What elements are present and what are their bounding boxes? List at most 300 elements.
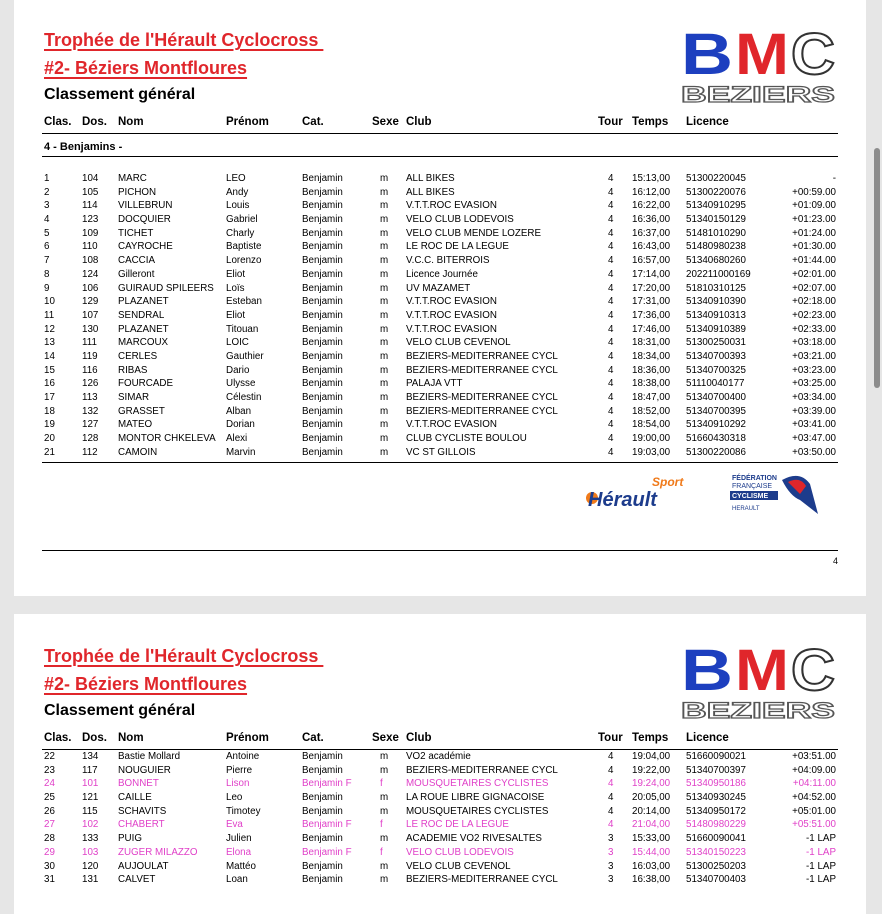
bmc-beziers-logo: [679, 640, 839, 720]
cell-club: VELO CLUB CEVENOL: [406, 860, 511, 872]
cell-rank: 26: [44, 805, 55, 817]
cell-rank: 20: [44, 433, 55, 445]
cell-laps: 4: [608, 405, 614, 417]
cell-last-name: CAMOIN: [118, 446, 158, 458]
cell-bib-number: 116: [82, 364, 98, 376]
cell-club: BEZIERS-MEDITERRANEE CYCL: [406, 405, 558, 417]
cell-last-name: CALVET: [118, 874, 156, 886]
cell-gap: -1 LAP: [806, 846, 836, 858]
cell-time: 19:22,00: [632, 764, 671, 776]
cell-club: VELO CLUB MENDE LOZERE: [406, 227, 542, 239]
cell-rank: 24: [44, 778, 55, 790]
cell-rank: 31: [44, 874, 55, 886]
cell-licence: 51340150223: [686, 846, 746, 858]
category-rule: [42, 156, 838, 157]
cell-first-name: Louis: [226, 200, 250, 212]
cell-first-name: Titouan: [226, 323, 259, 335]
cell-first-name: Célestin: [226, 392, 262, 403]
cell-gap: +03:18.00: [792, 337, 836, 349]
cell-licence: 51300250203: [686, 860, 746, 872]
cell-last-name: ZUGER MILAZZO: [118, 846, 198, 858]
table-row: [42, 777, 838, 791]
cell-gap: +02:07.00: [792, 282, 836, 294]
cell-rank: 1: [44, 173, 50, 184]
cell-first-name: Elona: [226, 846, 252, 858]
cell-club: VO2 académie: [406, 751, 471, 762]
results-table: [42, 172, 838, 459]
cell-rank: 28: [44, 833, 55, 845]
cell-club: VC ST GILLOIS: [406, 446, 476, 458]
cell-gap: +02:18.00: [792, 296, 836, 308]
cell-last-name: PUIG: [118, 833, 142, 845]
table-row: [42, 309, 838, 323]
cell-licence: 51340910292: [686, 419, 746, 431]
cell-licence: 51660090041: [686, 833, 746, 845]
cell-sex: m: [380, 337, 389, 349]
cell-sex: m: [380, 364, 389, 376]
cell-category: Benjamin: [302, 792, 343, 804]
cell-first-name: Dorian: [226, 419, 255, 431]
svg-text:B: B: [681, 640, 733, 703]
cell-gap: +00:59.00: [792, 186, 836, 198]
cell-sex: m: [380, 282, 389, 294]
cell-club: BEZIERS-MEDITERRANEE CYCL: [406, 364, 558, 376]
cell-sex: m: [380, 792, 389, 804]
table-row: [42, 405, 838, 419]
cell-bib-number: 126: [82, 378, 99, 390]
cell-time: 19:00,00: [632, 433, 671, 445]
cell-category: Benjamin: [302, 337, 343, 349]
ffc-line-3: CYCLISME: [732, 493, 769, 500]
cell-club: CLUB CYCLISTE BOULOU: [406, 433, 527, 445]
cell-category: Benjamin: [302, 186, 343, 198]
cell-rank: 30: [44, 860, 55, 872]
cell-time: 15:13,00: [632, 173, 671, 184]
cell-bib-number: 134: [82, 751, 99, 762]
cell-sex: m: [380, 214, 389, 226]
cell-bib-number: 104: [82, 173, 99, 184]
cell-bib-number: 102: [82, 819, 99, 831]
cell-laps: 4: [608, 350, 614, 362]
cell-sex: m: [380, 433, 389, 445]
table-row: [42, 295, 838, 309]
cell-first-name: LEO: [226, 173, 246, 184]
table-row: [42, 750, 838, 764]
ranking-subtitle: Classement général: [44, 86, 196, 103]
table-row: [42, 323, 838, 337]
table-row: [42, 199, 838, 213]
cell-last-name: SENDRAL: [118, 309, 165, 321]
cell-laps: 4: [608, 751, 614, 762]
result-page-2: [14, 614, 866, 914]
table-row: [42, 213, 838, 227]
cell-bib-number: 117: [82, 764, 98, 776]
cell-last-name: TICHET: [118, 227, 154, 239]
cell-gap: -: [832, 173, 836, 184]
cell-gap: +02:23.00: [792, 309, 836, 321]
table-row: [42, 764, 838, 778]
cell-category: Benjamin: [302, 446, 343, 458]
cell-category: Benjamin F: [302, 819, 352, 831]
cell-bib-number: 111: [82, 337, 97, 349]
table-row: [42, 446, 838, 460]
cell-category: Benjamin: [302, 268, 343, 280]
col-prenom: Prénom: [226, 732, 269, 744]
table-row: [42, 350, 838, 364]
cell-bib-number: 108: [82, 255, 99, 267]
svg-text:B: B: [681, 24, 733, 87]
cell-bib-number: 127: [82, 419, 99, 431]
cell-club: V.T.T.ROC EVASION: [406, 309, 497, 321]
cell-bib-number: 112: [82, 446, 98, 458]
cell-first-name: Lison: [226, 778, 250, 790]
cell-licence: 51340700400: [686, 392, 746, 403]
cell-club: V.T.T.ROC EVASION: [406, 200, 497, 212]
cell-bib-number: 120: [82, 860, 99, 872]
cell-gap: +03:41.00: [792, 419, 836, 431]
cell-category: Benjamin F: [302, 778, 352, 790]
ffc-line-2: FRANÇAISE: [732, 483, 773, 490]
col-tour: Tour: [598, 732, 623, 744]
cell-first-name: Loan: [226, 874, 248, 886]
col-rank: Clas.: [44, 116, 72, 128]
cell-category: Benjamin: [302, 833, 343, 845]
page-number: 4: [832, 556, 838, 566]
cell-gap: +03:51.00: [792, 751, 836, 762]
cell-last-name: RIBAS: [118, 364, 148, 376]
cell-laps: 4: [608, 323, 614, 335]
cell-licence: 51340910295: [686, 200, 746, 212]
cell-sex: m: [380, 186, 389, 198]
table-header: [42, 116, 838, 132]
col-nom: Nom: [118, 116, 144, 128]
cell-laps: 4: [608, 296, 614, 308]
cell-rank: 15: [44, 364, 55, 376]
cell-laps: 4: [608, 433, 614, 445]
cell-first-name: Charly: [226, 227, 255, 239]
col-nom: Nom: [118, 732, 144, 744]
cell-last-name: PLAZANET: [118, 296, 169, 308]
cell-laps: 4: [608, 378, 614, 390]
cell-bib-number: 130: [82, 323, 99, 335]
col-sexe: Sexe: [372, 732, 399, 744]
col-rank: Clas.: [44, 732, 72, 744]
table-row: [42, 364, 838, 378]
cell-laps: 4: [608, 227, 614, 239]
cell-laps: 4: [608, 173, 614, 184]
cell-club: VELO CLUB CEVENOL: [406, 337, 511, 349]
cell-licence: 51480980229: [686, 819, 746, 831]
cell-laps: 3: [608, 833, 614, 845]
cell-category: Benjamin: [302, 405, 343, 417]
cell-time: 18:47,00: [632, 392, 671, 403]
cell-last-name: NOUGUIER: [118, 764, 171, 776]
cell-time: 15:44,00: [632, 846, 671, 858]
col-sexe: Sexe: [372, 116, 399, 128]
cell-sex: m: [380, 296, 389, 308]
cell-laps: 4: [608, 282, 614, 294]
cell-laps: 4: [608, 419, 614, 431]
cell-last-name: GUIRAUD SPILEERS: [118, 282, 214, 294]
table-row: [42, 377, 838, 391]
cell-bib-number: 109: [82, 227, 99, 239]
cell-first-name: Eliot: [226, 309, 246, 321]
cell-rank: 16: [44, 378, 55, 390]
table-row: [42, 818, 838, 832]
cell-laps: 4: [608, 792, 614, 804]
cell-last-name: PICHON: [118, 186, 157, 198]
cell-gap: +03:23.00: [792, 364, 836, 376]
cell-time: 16:03,00: [632, 860, 671, 872]
cell-gap: -1 LAP: [806, 860, 836, 872]
cell-gap: +03:47.00: [792, 433, 836, 445]
cell-bib-number: 128: [82, 433, 99, 445]
cell-last-name: BONNET: [118, 778, 159, 790]
cell-licence: 51340950172: [686, 805, 746, 817]
cell-licence: 202211000169: [686, 268, 751, 280]
cell-rank: 22: [44, 751, 55, 762]
cell-gap: +01:23.00: [792, 214, 836, 226]
cell-licence: 51300220086: [686, 446, 746, 458]
cell-club: UV MAZAMET: [406, 282, 471, 294]
cell-club: BEZIERS-MEDITERRANEE CYCL: [406, 350, 558, 362]
cell-time: 18:52,00: [632, 405, 671, 417]
cell-category: Benjamin: [302, 309, 343, 321]
cell-first-name: Antoine: [226, 751, 260, 762]
cell-licence: 51660090021: [686, 751, 746, 762]
cell-club: PALAJA VTT: [406, 378, 463, 390]
cell-club: LE ROC DE LA LEGUE: [406, 241, 509, 253]
cell-category: Benjamin: [302, 323, 343, 335]
cell-gap: +05:01.00: [792, 805, 836, 817]
sponsor-herault-text: Hérault: [588, 489, 657, 511]
cell-laps: 4: [608, 337, 614, 349]
cell-first-name: Julien: [226, 833, 252, 845]
cell-laps: 3: [608, 874, 614, 886]
cell-time: 16:36,00: [632, 214, 671, 226]
cell-time: 17:31,00: [632, 296, 671, 308]
cell-rank: 14: [44, 350, 55, 362]
cell-sex: f: [380, 778, 383, 790]
cell-rank: 12: [44, 323, 55, 335]
cell-rank: 10: [44, 296, 55, 308]
cell-first-name: Esteban: [226, 296, 262, 308]
cell-bib-number: 106: [82, 282, 99, 294]
cell-time: 18:31,00: [632, 337, 671, 349]
cell-time: 19:04,00: [632, 751, 671, 762]
cell-laps: 4: [608, 241, 614, 253]
cell-rank: 5: [44, 227, 50, 239]
cell-licence: 51481010290: [686, 227, 746, 239]
cell-last-name: DOCQUIER: [118, 214, 171, 226]
cell-last-name: GRASSET: [118, 405, 165, 417]
cell-rank: 2: [44, 186, 50, 198]
table-row: [42, 227, 838, 241]
cell-laps: 4: [608, 255, 614, 267]
cell-bib-number: 101: [82, 778, 99, 790]
ffc-herault-logo: [730, 470, 820, 520]
cell-category: Benjamin F: [302, 846, 352, 858]
cell-gap: -1 LAP: [806, 874, 836, 886]
cell-laps: 4: [608, 778, 614, 790]
cell-licence: 51340700403: [686, 874, 746, 886]
cell-gap: +01:30.00: [792, 241, 836, 253]
ffc-line-4: HERAULT: [732, 506, 760, 512]
cell-licence: 51340150129: [686, 214, 746, 226]
cell-first-name: Pierre: [226, 764, 253, 776]
cell-club: BEZIERS-MEDITERRANEE CYCL: [406, 764, 558, 776]
cell-bib-number: 103: [82, 846, 99, 858]
cell-sex: m: [380, 268, 389, 280]
cell-sex: m: [380, 805, 389, 817]
cell-licence: 51340680260: [686, 255, 746, 267]
cell-last-name: SCHAVITS: [118, 805, 167, 817]
cell-sex: m: [380, 833, 389, 845]
cell-last-name: MARCOUX: [118, 337, 169, 349]
cell-category: Benjamin: [302, 282, 343, 294]
col-dos: Dos.: [82, 732, 107, 744]
cell-licence: 51340700397: [686, 764, 746, 776]
col-cat: Cat.: [302, 116, 324, 128]
cell-licence: 51340700395: [686, 405, 746, 417]
cell-rank: 6: [44, 241, 50, 253]
col-tour: Tour: [598, 116, 623, 128]
cell-club: BEZIERS-MEDITERRANEE CYCL: [406, 874, 558, 886]
cell-gap: +03:50.00: [792, 446, 836, 458]
cell-licence: 51340930245: [686, 792, 746, 804]
cell-bib-number: 124: [82, 268, 99, 280]
cell-category: Benjamin: [302, 805, 343, 817]
cell-rank: 27: [44, 819, 55, 831]
col-prenom: Prénom: [226, 116, 269, 128]
event-title: Trophée de l'Hérault Cyclocross: [44, 30, 324, 50]
table-row: [42, 832, 838, 846]
cell-bib-number: 121: [82, 792, 99, 804]
cell-time: 16:43,00: [632, 241, 671, 253]
cell-sex: f: [380, 819, 383, 831]
cell-time: 17:20,00: [632, 282, 671, 294]
cell-first-name: Marvin: [226, 446, 256, 458]
col-cat: Cat.: [302, 732, 324, 744]
cell-first-name: Leo: [226, 792, 243, 804]
cell-category: Benjamin: [302, 350, 343, 362]
table-row: [42, 873, 838, 887]
table-row: [42, 186, 838, 200]
cell-category: Benjamin: [302, 173, 343, 184]
table-header: [42, 732, 838, 748]
col-licence: Licence: [686, 732, 729, 744]
cell-gap: +01:44.00: [792, 255, 836, 267]
bmc-beziers-logo: [679, 24, 839, 104]
table-row: [42, 846, 838, 860]
cell-time: 18:36,00: [632, 364, 671, 376]
cell-gap: +03:39.00: [792, 405, 836, 417]
cell-rank: 19: [44, 419, 55, 431]
cell-gap: +04:11.00: [792, 778, 836, 790]
table-row: [42, 805, 838, 819]
cell-first-name: Alexi: [226, 433, 248, 445]
cell-category: Benjamin: [302, 255, 343, 267]
cell-sex: m: [380, 860, 389, 872]
cell-bib-number: 132: [82, 405, 99, 417]
cell-category: Benjamin: [302, 392, 343, 403]
cell-club: VELO CLUB LODEVOIS: [406, 214, 514, 226]
cell-time: 19:24,00: [632, 778, 671, 790]
cell-sex: m: [380, 378, 389, 390]
cell-gap: +03:21.00: [792, 350, 836, 362]
cell-last-name: MATEO: [118, 419, 153, 431]
cell-rank: 23: [44, 764, 55, 776]
cell-licence: 51300220045: [686, 173, 746, 184]
cell-bib-number: 129: [82, 296, 99, 308]
footer-rule: [42, 550, 838, 551]
cell-gap: +03:25.00: [792, 378, 836, 390]
cell-club: V.T.T.ROC EVASION: [406, 323, 497, 335]
cell-club: BEZIERS-MEDITERRANEE CYCL: [406, 392, 558, 403]
col-club: Club: [406, 732, 432, 744]
cell-category: Benjamin: [302, 874, 343, 886]
cell-sex: m: [380, 255, 389, 267]
cell-first-name: Mattéo: [226, 860, 256, 872]
cell-sex: m: [380, 350, 389, 362]
cell-club: V.T.T.ROC EVASION: [406, 419, 497, 431]
cell-laps: 4: [608, 268, 614, 280]
cell-licence: 51340950186: [686, 778, 746, 790]
cell-sex: f: [380, 846, 383, 858]
col-temps: Temps: [632, 116, 669, 128]
cell-category: Benjamin: [302, 378, 343, 390]
cell-rank: 18: [44, 405, 55, 417]
cell-club: V.C.C. BITERROIS: [406, 255, 490, 267]
cell-category: Benjamin: [302, 214, 343, 226]
cell-laps: 4: [608, 214, 614, 226]
table-row: [42, 418, 838, 432]
table-row: [42, 860, 838, 874]
cell-last-name: AUJOULAT: [118, 860, 169, 872]
vertical-scrollbar[interactable]: [874, 148, 880, 388]
cell-last-name: CACCIA: [118, 255, 156, 267]
cell-time: 18:38,00: [632, 378, 671, 390]
table-row: [42, 336, 838, 350]
cell-licence: 51300220076: [686, 186, 746, 198]
table-row: [42, 282, 838, 296]
cell-licence: 51340700325: [686, 364, 746, 376]
cell-laps: 4: [608, 764, 614, 776]
cell-first-name: Eliot: [226, 268, 246, 280]
sponsor-sport-text: Sport: [652, 475, 684, 489]
cell-last-name: Bastie Mollard: [118, 751, 181, 762]
cell-last-name: Gilleront: [118, 268, 155, 280]
ranking-subtitle: Classement général: [44, 702, 196, 719]
cell-bib-number: 107: [82, 309, 99, 321]
cell-last-name: MONTOR CHKELEVA: [118, 433, 216, 445]
cell-sex: m: [380, 200, 389, 212]
svg-text:C: C: [791, 24, 835, 87]
cell-category: Benjamin: [302, 241, 343, 253]
cell-category: Benjamin: [302, 364, 343, 376]
event-title: Trophée de l'Hérault Cyclocross: [44, 646, 324, 666]
col-licence: Licence: [686, 116, 729, 128]
cell-sex: m: [380, 419, 389, 431]
cell-time: 17:14,00: [632, 268, 671, 280]
cell-sex: m: [380, 751, 389, 762]
cell-rank: 29: [44, 846, 55, 858]
cell-licence: 51340910390: [686, 296, 746, 308]
cell-laps: 4: [608, 309, 614, 321]
result-page-1: [14, 0, 866, 596]
cell-last-name: MARC: [118, 173, 147, 184]
cell-gap: +02:01.00: [792, 268, 836, 280]
